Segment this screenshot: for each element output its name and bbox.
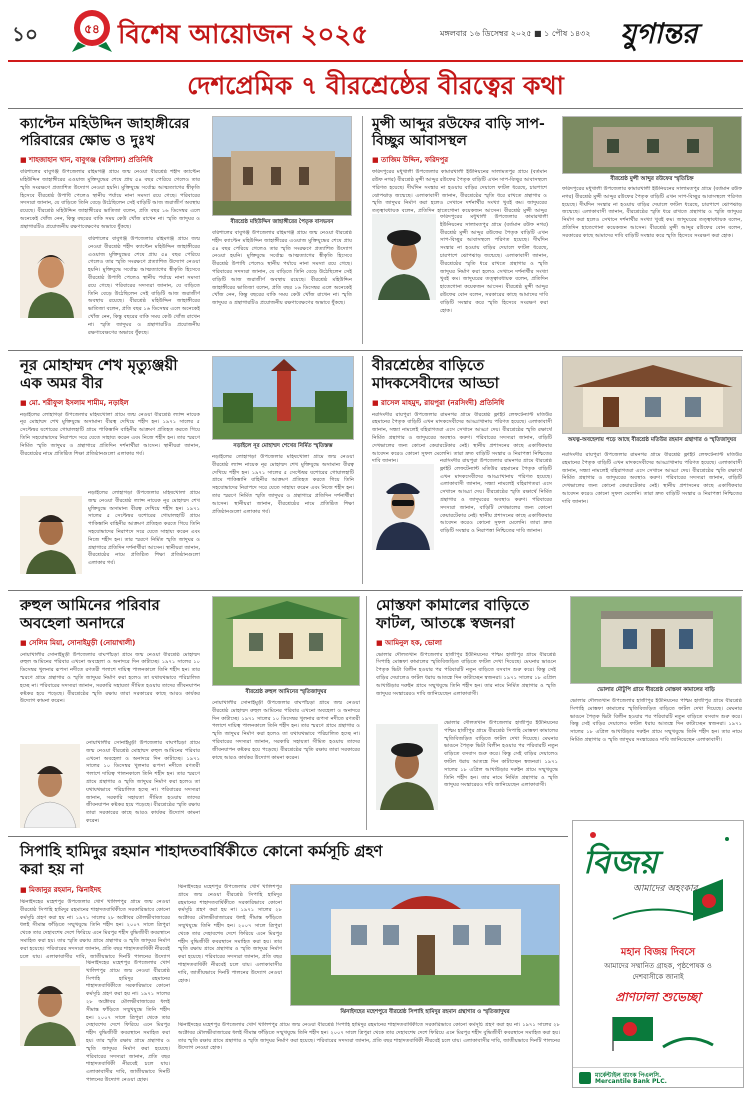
story-body-continued: ফরিদপুরের মধুখালী উপজেলার কামারখালী ইউনিয়নের সালামতপুর গ্রামে (বর্তমান রউফ নগর) বীরশ্রেষ্ঠ মুন্সী আব্দুর রউফের পৈতৃক বাড়িটি এখন সাপ-বিচ্ছুর আবাসস্থলে পরিণত হয়েছে। দীর্ঘদিন সংস্কার না হওয়ায় বাড়ির দেয়ালে ফাটল ধরেছে, চারপাশে ঝোপঝাড় জন্মেছে। এলাকাবাসী জানান, বীরশ্রেষ্ঠের স্মৃতি ধরে রাখতে গ্রন্থাগার ও স্মৃতি জাদুঘর নির্মাণ করা হলেও সেখানে দর্শনার্থীর সংখ্যা খুবই কম। জাদুঘরের তত্ত্বাবধায়ক বলেন, প্রতিদিন হাতেগোনা কয়েকজন আসেন। বীরশ্রেষ্ঠ মুন্সী আব্দুর রউফের বোন বলেন, সরকারের কাছে আমাদের দাবি বাড়িটি সংস্কার করে স্মৃতি হিসেবে সংরক্ষণ করা হোক। [562, 186, 742, 239]
story-body-continued: ভোলার দৌলতখান উপজেলার হাজীপুর ইউনিয়নের পশ্চিম হাজীপুর গ্রামে বীরশ্রেষ্ঠ সিপাহি মোস্তফা কামালের স্মৃতিবিজড়িত বাড়িতে ফাটল দেখা দিয়েছে। মেঘনার ভাঙনে পৈতৃক ভিটা বিলীন হওয়ার পর পরিবারটি নতুন বাড়িতে বসবাস শুরু করে। কিন্তু সেই বাড়ির দেয়ালেও ফাটল ধরায় আতঙ্কে দিন কাটাচ্ছেন স্বজনরা। ১৯৭১ সালের ১৮ এপ্রিল আখাউড়ার দরুইন গ্রামে সম্মুখযুদ্ধে তিনি শহীদ হন। তার নামে নির্মিত গ্রন্থাগার ও স্মৃতি জাদুঘর সংস্কারেরও দাবি জানিয়েছেন এলাকাবাসী। [444, 720, 558, 789]
divider [8, 108, 743, 109]
photo-caption: বীরশ্রেষ্ঠ মহিউদ্দিন জাহাঙ্গীরের পৈতৃক বাসভবন [230, 219, 334, 225]
story-body-continued: নড়াইলের লোহাগড়া উপজেলার মহিষখোলা গ্রামে জন্ম নেওয়া বীরশ্রেষ্ঠ ল্যান্স নায়েক নূর মোহাম্মদ শেখ মুক্তিযুদ্ধে অসামান্য বীরত্ব দেখিয়ে শহীদ হন। ১৯৭১ সালের ৫ সেপ্টেম্বর যশোরের গোয়ালহাটি গ্রামে পাকিস্তানি বাহিনীর আক্রমণ প্রতিহত করতে গিয়ে তিনি সহযোদ্ধাদের নিরাপদে সরে যেতে সাহায্য করেন এবং নিজে শহীদ হন। তার স্মরণে নির্মিত স্মৃতি জাদুঘর ও গ্রন্থাগারে প্রতিদিন দর্শনার্থীরা আসেন। স্থানীয়রা জানান, বীরশ্রেষ্ঠের নামে প্রতিষ্ঠিত শিক্ষা প্রতিষ্ঠানগুলো এলাকার গর্ব। [212, 454, 354, 515]
page-number: ১০ [12, 22, 38, 46]
story-headline: ক্যাপ্টেন মহিউদ্দিন জাহাঙ্গীরের পরিবারের ক্ষোভ ও দুঃখ [20, 116, 190, 150]
story-body-continued: ঝিনাইদহের মহেশপুর উপজেলার খোর্দ খালিশপুর গ্রামে জন্ম নেওয়া বীরশ্রেষ্ঠ সিপাহি হামিদুর রহমানের শাহাদতবার্ষিকীতে সরকারিভাবে কোনো কর্মসূচি গ্রহণ করা হয় না। ১৯৭১ সালের ২৮ অক্টোবর মৌলভীবাজারের ধলই সীমান্ত ফাঁড়িতে সম্মুখযুদ্ধে তিনি শহীদ হন। ২০০৭ সালে ত্রিপুরা থেকে তার দেহাবশেষ দেশে ফিরিয়ে এনে মিরপুর শহীদ বুদ্ধিজীবী কবরস্থানে সমাহিত করা হয়। তার স্মৃতি রক্ষায় গ্রামে গ্রন্থাগার ও স্মৃতি জাদুঘর নির্মাণ করা হয়েছে। পরিবারের সদস্যরা জানান, প্রতি বছর শাহাদতবার্ষিকী নীরবেই চলে যায়। এলাকাবাসীর দাবি, জাতীয়ভাবে দিনটি পালনের উদ্যোগ নেওয়া হোক। [178, 884, 282, 984]
story-headline: সিপাহি হামিদুর রহমান শাহাদতবার্ষিকীতে কোনো কর্মসূচি গ্রহণ করা হয় না [20, 842, 383, 879]
story-nur-col2 [212, 454, 354, 584]
story-body: ফরিদপুরের মধুখালী উপজেলার কামারখালী ইউনিয়নের সালামতপুর গ্রামে (বর্তমান রউফ নগর) বীরশ্রেষ্ঠ মুন্সী আব্দুর রউফের পৈতৃক বাড়িটি এখন সাপ-বিচ্ছুর আবাসস্থলে পরিণত হয়েছে। দীর্ঘদিন সংস্কার না হওয়ায় বাড়ির দেয়ালে ফাটল ধরেছে, চারপাশে ঝোপঝাড় জন্মেছে। এলাকাবাসী জানান, বীরশ্রেষ্ঠের স্মৃতি ধরে রাখতে গ্রন্থাগার ও স্মৃতি জাদুঘর নির্মাণ করা হলেও সেখানে দর্শনার্থীর সংখ্যা খুবই কম। জাদুঘরের তত্ত্বাবধায়ক বলেন, প্রতিদিন হাতেগোনা কয়েকজন আসেন। বীরশ্রেষ্ঠ মুন্সী আব্দুর [372, 169, 547, 214]
story-body-continued: ভোলার দৌলতখান উপজেলার হাজীপুর ইউনিয়নের পশ্চিম হাজীপুর গ্রামে বীরশ্রেষ্ঠ সিপাহি মোস্তফা কামালের স্মৃতিবিজড়িত বাড়িতে ফাটল দেখা দিয়েছে। মেঘনার ভাঙনে পৈতৃক ভিটা বিলীন হওয়ার পর পরিবারটি নতুন বাড়িতে বসবাস শুরু করে। কিন্তু সেই বাড়ির দেয়ালেও ফাটল ধরায় আতঙ্কে দিন কাটাচ্ছেন স্বজনরা। ১৯৭১ সালের ১৮ এপ্রিল আখাউড়ার দরুইন গ্রামে সম্মুখযুদ্ধে তিনি শহীদ হন। তার নামে নির্মিত গ্রন্থাগার ও স্মৃতি জাদুঘর সংস্কারেরও দাবি জানিয়েছেন এলাকাবাসী। [570, 698, 742, 743]
divider [8, 350, 743, 351]
portrait-nur [20, 496, 82, 574]
story-jahangir-col2 [212, 230, 352, 346]
portrait-matiur [372, 464, 434, 550]
story-body-continued: নোয়াখালীর সোনাইমুড়ী উপজেলার বাঘপাঁচড়া গ্রামে জন্ম নেওয়া বীরশ্রেষ্ঠ মোহাম্মদ রুহুল আমিনের পরিবার এখনো অবহেলা ও অনাদরে দিন কাটাচ্ছে। ১৯৭১ সালের ১০ ডিসেম্বর খুলনার রূপসা নদীতে রণতরী পলাশে দায়িত্ব পালনকালে তিনি শহীদ হন। তার স্মরণে গ্রামে গ্রন্থাগার ও স্মৃতি জাদুঘর নির্মাণ করা হলেও তা যথাযথভাবে পরিচালিত হচ্ছে না। পরিবারের সদস্যরা জানান, সরকারি সহায়তা সীমিত হওয়ায় তাদের জীবনযাপন কষ্টকর হয়ে পড়েছে। বীরশ্রেষ্ঠের স্মৃতি রক্ষায় তারা সরকারের কাছে আরও কার্যকর উদ্যোগ কামনা করেন। [212, 700, 360, 761]
story-mostofa [376, 596, 556, 732]
story-body-continued: নোয়াখালীর সোনাইমুড়ী উপজেলার বাঘপাঁচড়া গ্রামে জন্ম নেওয়া বীরশ্রেষ্ঠ মোহাম্মদ রুহুল আমিনের পরিবার এখনো অবহেলা ও অনাদরে দিন কাটাচ্ছে। ১৯৭১ সালের ১০ ডিসেম্বর খুলনার রূপসা নদীতে রণতরী পলাশে দায়িত্ব পালনকালে তিনি শহীদ হন। তার স্মরণে গ্রামে গ্রন্থাগার ও স্মৃতি জাদুঘর নির্মাণ করা হলেও তা যথাযথভাবে পরিচালিত হচ্ছে না। পরিবারের সদস্যরা জানান, সরকারি সহায়তা সীমিত হওয়ায় তাদের জীবনযাপন কষ্টকর হয়ে পড়েছে। বীরশ্রেষ্ঠের স্মৃতি রক্ষায় তারা সরকারের কাছে আরও কার্যকর উদ্যোগ কামনা করেন। [86, 740, 200, 824]
bank-name-en: Mercantile Bank PLC. [595, 1078, 667, 1085]
photo-caption: ঝিনাইদহের মহেশপুরে বীরশ্রেষ্ঠ সিপাহি হামিদুর রহমান গ্রন্থাগার ও স্মৃতিজাদুঘর [340, 1009, 510, 1015]
story-body: নোয়াখালীর সোনাইমুড়ী উপজেলার বাঘপাঁচড়া গ্রামে জন্ম নেওয়া বীরশ্রেষ্ঠ মোহাম্মদ রুহুল আমিনের পরিবার এখনো অবহেলা ও অনাদরে দিন কাটাচ্ছে। ১৯৭১ সালের ১০ ডিসেম্বর খুলনার রূপসা নদীতে রণতরী পলাশে দায়িত্ব পালনকালে তিনি শহীদ হন। তার স্মরণে গ্রামে গ্রন্থাগার ও স্মৃতি জাদুঘর নির্মাণ করা হলেও তা যথাযথভাবে পরিচালিত হচ্ছে না। পরিবারের সদস্যরা জানান, সরকারি সহায়তা সীমিত হওয়ায় তাদের জীবনযাপন কষ্টকর হয়ে পড়েছে। বীরশ্রেষ্ঠের স্মৃতি রক্ষায় তারা সরকারের কাছে আরও কার্যকর উদ্যোগ কামনা করেন। [20, 651, 200, 705]
story-headline: রুহুল আমিনের পরিবার অবহেলা অনাদরে [20, 596, 160, 633]
portrait-jahangir [20, 236, 82, 318]
newspaper-logo: যুগান্তর [620, 17, 698, 50]
story-byline: ■ সেলিম মিয়া, সোনাইমুড়ী (নোয়াখালী) [20, 638, 136, 647]
story-hamidur-col3 [178, 1022, 560, 1086]
photo-caption: বীরশ্রেষ্ঠ মুন্সী আব্দুর রউফের স্মৃতিচিহ্ন [610, 176, 694, 182]
ad-bank-footer [573, 1067, 743, 1087]
ad-message: আমাদের সম্মানিত গ্রাহক, পৃষ্ঠপোষক ও দেশবাসীকে জানাই [604, 962, 712, 981]
flag-graphic [593, 1011, 723, 1061]
story-hamidur-col2 [178, 884, 282, 988]
story-headline: মোস্তফা কামালের বাড়িতে ফাটল, আতঙ্কে স্বজনরা [376, 596, 530, 633]
story-matiur-col2 [562, 452, 742, 584]
story-rouf-col2 [562, 186, 742, 344]
photo-mostofa-house [570, 596, 742, 684]
story-byline: ■ আমিনুল হক, ভোলা [376, 638, 442, 647]
anniversary-logo [70, 6, 114, 54]
ad-occasion: মহান বিজয় দিবসে [620, 947, 696, 958]
portrait-hamidur [20, 966, 80, 1046]
story-hamidur-col1b [86, 960, 170, 1086]
story-ruhul [20, 596, 200, 732]
story-matiur-col [440, 458, 552, 584]
story-byline: ■ শাহজাহান খান, বাবুগঞ্জ (বরিশাল) প্রতিনিধি [20, 156, 153, 165]
story-byline: ■ তাজিম উদ্দিন, ফরিদপুর [372, 156, 449, 165]
photo-ruhul-museum [212, 596, 360, 686]
ad-script-subtitle: আমাদের অহংকার [633, 884, 698, 894]
photo-matiur-library [562, 356, 742, 434]
story-mostofa-col [444, 720, 558, 828]
story-body-continued: নরসিংদীর রায়পুরা উপজেলার রামনগর গ্রামে বীরশ্রেষ্ঠ ফ্লাইট লেফটেন্যান্ট মতিউর রহমানের পৈতৃক বাড়িটি এখন মাদকসেবীদের আড্ডাখানায় পরিণত হয়েছে। এলাকাবাসী জানান, সন্ধ্যা নামলেই বহিরাগতরা এসে সেখানে আড্ডা দেয়। বীরশ্রেষ্ঠের স্মৃতি রক্ষার্থে নির্মিত গ্রন্থাগার ও জাদুঘরের অবস্থাও করুণ। পরিবারের সদস্যরা জানান, বাড়িটি দেখভালের জন্য কোনো কেয়ারটেকার নেই। স্থানীয় প্রশাসনের কাছে একাধিকবার আবেদন করেও কোনো সুফল মেলেনি। তারা দ্রুত বাড়িটি সংস্কার ও নিরাপত্তা নিশ্চিতের দাবি জানান। [562, 452, 742, 505]
bank-name-bn: মার্কেন্টাইল ব্যাংক পিএলসি. [595, 1072, 662, 1079]
divider [8, 590, 743, 591]
story-nur [20, 356, 200, 476]
story-rouf [372, 116, 547, 213]
photo-caption: ভোলার মৌটুপি গ্রামে বীরশ্রেষ্ঠ মোস্তফা কামালের বাড়ি [597, 687, 715, 693]
masthead [0, 0, 751, 62]
story-body: ঝিনাইদহের মহেশপুর উপজেলার খোর্দ খালিশপুর গ্রামে জন্ম নেওয়া বীরশ্রেষ্ঠ সিপাহি হামিদুর রহমানের শাহাদতবার্ষিকীতে সরকারিভাবে কোনো কর্মসূচি গ্রহণ করা হয় না। ১৯৭১ সালের ২৮ অক্টোবর মৌলভীবাজারের ধলই সীমান্ত ফাঁড়িতে সম্মুখযুদ্ধে তিনি শহীদ হন। ২০০৭ সালে ত্রিপুরা থেকে তার দেহাবশেষ দেশে ফিরিয়ে এনে মিরপুর শহীদ বুদ্ধিজীবী কবরস্থানে সমাহিত করা হয়। তার স্মৃতি রক্ষায় গ্রামে গ্রন্থাগার ও স্মৃতি জাদুঘর নির্মাণ করা হয়েছে। পরিবারের সদস্যরা জানান, প্রতি বছর শাহাদতবার্ষিকী নীরবেই চলে যায়। এলাকাবাসীর দাবি, জাতীয়ভাবে দিনটি পালনের উদ্যোগ [20, 899, 170, 960]
story-headline: বীরশ্রেষ্ঠের বাড়িতে মাদকসেবীদের আড্ডা [372, 356, 499, 393]
photo-jahangir-house [212, 116, 352, 216]
advertisement[interactable] [572, 820, 744, 1088]
story-byline: ■ রাসেল মাহমুদ, রায়পুরা (নরসিংদী) প্রতিনিধি [372, 398, 505, 407]
story-jahangir [20, 116, 200, 239]
column-rule [362, 356, 363, 584]
logo-number: ৫৪ [84, 22, 100, 36]
story-body-continued: ঝিনাইদহের মহেশপুর উপজেলার খোর্দ খালিশপুর গ্রামে জন্ম নেওয়া বীরশ্রেষ্ঠ সিপাহি হামিদুর রহমানের শাহাদতবার্ষিকীতে সরকারিভাবে কোনো কর্মসূচি গ্রহণ করা হয় না। ১৯৭১ সালের ২৮ অক্টোবর মৌলভীবাজারের ধলই সীমান্ত ফাঁড়িতে সম্মুখযুদ্ধে তিনি শহীদ হন। ২০০৭ সালে ত্রিপুরা থেকে তার দেহাবশেষ দেশে ফিরিয়ে এনে মিরপুর শহীদ বুদ্ধিজীবী কবরস্থানে সমাহিত করা হয়। তার স্মৃতি রক্ষায় গ্রামে গ্রন্থাগার ও স্মৃতি জাদুঘর নির্মাণ করা হয়েছে। পরিবারের সদস্যরা জানান, প্রতি বছর শাহাদতবার্ষিকী নীরবেই চলে যায়। এলাকাবাসীর দাবি, জাতীয়ভাবে দিনটি পালনের উদ্যোগ নেওয়া হোক। [178, 1022, 560, 1052]
story-jahangir-col [88, 236, 200, 346]
section-title: বিশেষ আয়োজন ২০২৫ [118, 20, 369, 50]
story-byline: ■ মো. শরীফুল ইসলাম শামীম, নড়াইল [20, 398, 129, 407]
story-body: নড়াইলের লোহাগড়া উপজেলার মহিষখোলা গ্রামে জন্ম নেওয়া বীরশ্রেষ্ঠ ল্যান্স নায়েক নূর মোহাম্মদ শেখ মুক্তিযুদ্ধে অসামান্য বীরত্ব দেখিয়ে শহীদ হন। ১৯৭১ সালের ৫ সেপ্টেম্বর যশোরের গোয়ালহাটি গ্রামে পাকিস্তানি বাহিনীর আক্রমণ প্রতিহত করতে গিয়ে তিনি সহযোদ্ধাদের নিরাপদে সরে যেতে সাহায্য করেন এবং নিজে শহীদ হন। তার স্মরণে নির্মিত স্মৃতি জাদুঘর ও গ্রন্থাগারে প্রতিদিন দর্শনার্থীরা আসেন। স্থানীয়রা জানান, বীরশ্রেষ্ঠের নামে প্রতিষ্ঠিত শিক্ষা প্রতিষ্ঠানগুলো এলাকার গর্ব। [20, 411, 200, 457]
column-rule [362, 116, 363, 344]
story-hamidur [20, 842, 400, 879]
photo-rouf-building [562, 116, 742, 174]
story-headline: মুন্সী আব্দুর রউফের বাড়ি সাপ-বিচ্ছুর আবাসস্থল [372, 116, 545, 150]
story-body: নরসিংদীর রায়পুরা উপজেলার রামনগর গ্রামে বীরশ্রেষ্ঠ ফ্লাইট লেফটেন্যান্ট মতিউর রহমানের পৈতৃক বাড়িটি এখন মাদকসেবীদের আড্ডাখানায় পরিণত হয়েছে। এলাকাবাসী জানান, সন্ধ্যা নামলেই বহিরাগতরা এসে সেখানে আড্ডা দেয়। বীরশ্রেষ্ঠের স্মৃতি রক্ষার্থে নির্মিত গ্রন্থাগার ও জাদুঘরের অবস্থাও করুণ। পরিবারের সদস্যরা জানান, বাড়িটি দেখভালের জন্য কোনো কেয়ারটেকার নেই। স্থানীয় প্রশাসনের কাছে একাধিকবার আবেদন করেও কোনো সুফল মেলেনি। তারা দ্রুত বাড়িটি সংস্কার ও নিরাপত্তা নিশ্চিতের দাবি জানান। [372, 411, 552, 465]
ad-script-title: বিজয় [583, 843, 658, 881]
photo-caption: নড়াইলে নূর মোহাম্মদ শেখের নির্মিত স্মৃতিস্তম্ভ [233, 443, 333, 449]
portrait-rouf [372, 214, 436, 300]
photo-caption: অযত্ন-অবহেলায় পড়ে আছে বীরশ্রেষ্ঠ মতিউর রহমান গ্রন্থাগার ও স্মৃতিজাদুঘর [567, 437, 737, 443]
issue-date: মঙ্গলবার ১৬ ডিসেম্বর ২০২৫ ■ ১ পৌষ ১৪৩২ [440, 29, 591, 38]
story-ruhul-col [86, 740, 200, 830]
story-body: ভোলার দৌলতখান উপজেলার হাজীপুর ইউনিয়নের পশ্চিম হাজীপুর গ্রামে বীরশ্রেষ্ঠ সিপাহি মোস্তফা কামালের স্মৃতিবিজড়িত বাড়িতে ফাটল দেখা দিয়েছে। মেঘনার ভাঙনে পৈতৃক ভিটা বিলীন হওয়ার পর পরিবারটি নতুন বাড়িতে বসবাস শুরু করে। কিন্তু সেই বাড়ির দেয়ালেও ফাটল ধরায় আতঙ্কে দিন কাটাচ্ছেন স্বজনরা। ১৯৭১ সালের ১৮ এপ্রিল আখাউড়ার দরুইন গ্রামে সম্মুখযুদ্ধে তিনি শহীদ হন। তার নামে নির্মিত গ্রন্থাগার ও স্মৃতি জাদুঘর সংস্কারেরও দাবি জানিয়েছেন এলাকাবাসী। [376, 651, 556, 697]
photo-hamidur-library [290, 884, 560, 1006]
story-mostofa-col2 [570, 698, 742, 810]
story-body-continued: বরিশালের বাবুগঞ্জ উপজেলার রহিমগঞ্জ গ্রামে জন্ম নেওয়া বীরশ্রেষ্ঠ শহীদ ক্যাপ্টেন মহিউদ্দিন জাহাঙ্গীরের এওয়াজ মুক্তিযুদ্ধের শেষে প্রায় ৫৪ বছর পেরিয়ে গেলেও তার স্মৃতি সংরক্ষণে প্রত্যাশিত উদ্যোগ নেওয়া হয়নি। মুক্তিযুদ্ধে সর্বোচ্চ আত্মত্যাগের স্বীকৃতি হিসেবে বীরশ্রেষ্ঠ উপাধি পেলেও স্থানীয় পর্যায়ে নানা সমস্যা রয়ে গেছে। পরিবারের সদস্যরা জানান, যে বাড়িতে তিনি বেড়ে উঠেছিলেন সেই বাড়িটি আজ জরাজীর্ণ অবস্থায় রয়েছে। বীরশ্রেষ্ঠ মহিউদ্দিন জাহাঙ্গীরের ভাতিজা বলেন, প্রতি বছর ১৬ ডিসেম্বর এলে অনেকেই খোঁজ নেন, কিন্তু বছরের বাকি সময় কেউ খোঁজ রাখেন না। স্মৃতি জাদুঘর ও গ্রন্থাগারটিও প্রয়োজনীয় রক্ষণাবেক্ষণের অভাবে ধুঁকছে। [88, 236, 200, 336]
story-rouf-col [440, 214, 548, 344]
story-hamidur-col1 [20, 884, 170, 961]
column-rule [366, 596, 367, 830]
main-headline: দেশপ্রেমিক ৭ বীরশ্রেষ্ঠের বীরত্বের কথা [187, 71, 564, 100]
bank-logo-icon [579, 1072, 591, 1084]
story-body-continued: নড়াইলের লোহাগড়া উপজেলার মহিষখোলা গ্রামে জন্ম নেওয়া বীরশ্রেষ্ঠ ল্যান্স নায়েক নূর মোহাম্মদ শেখ মুক্তিযুদ্ধে অসামান্য বীরত্ব দেখিয়ে শহীদ হন। ১৯৭১ সালের ৫ সেপ্টেম্বর যশোরের গোয়ালহাটি গ্রামে পাকিস্তানি বাহিনীর আক্রমণ প্রতিহত করতে গিয়ে তিনি সহযোদ্ধাদের নিরাপদে সরে যেতে সাহায্য করেন এবং নিজে শহীদ হন। তার স্মরণে নির্মিত স্মৃতি জাদুঘর ও গ্রন্থাগারে প্রতিদিন দর্শনার্থীরা আসেন। স্থানীয়রা জানান, বীরশ্রেষ্ঠের নামে প্রতিষ্ঠিত শিক্ষা প্রতিষ্ঠানগুলো এলাকার গর্ব। [88, 490, 200, 567]
story-body-continued: নরসিংদীর রায়পুরা উপজেলার রামনগর গ্রামে বীরশ্রেষ্ঠ ফ্লাইট লেফটেন্যান্ট মতিউর রহমানের পৈতৃক বাড়িটি এখন মাদকসেবীদের আড্ডাখানায় পরিণত হয়েছে। এলাকাবাসী জানান, সন্ধ্যা নামলেই বহিরাগতরা এসে সেখানে আড্ডা দেয়। বীরশ্রেষ্ঠের স্মৃতি রক্ষার্থে নির্মিত গ্রন্থাগার ও জাদুঘরের অবস্থাও করুণ। পরিবারের সদস্যরা জানান, বাড়িটি দেখভালের জন্য কোনো কেয়ারটেকার নেই। স্থানীয় প্রশাসনের কাছে একাধিকবার আবেদন করেও কোনো সুফল মেলেনি। তারা দ্রুত বাড়িটি সংস্কার ও নিরাপত্তা নিশ্চিতের দাবি জানান। [440, 458, 552, 535]
divider [8, 836, 568, 837]
story-body-continued: ফরিদপুরের মধুখালী উপজেলার কামারখালী ইউনিয়নের সালামতপুর গ্রামে (বর্তমান রউফ নগর) বীরশ্রেষ্ঠ মুন্সী আব্দুর রউফের পৈতৃক বাড়িটি এখন সাপ-বিচ্ছুর আবাসস্থলে পরিণত হয়েছে। দীর্ঘদিন সংস্কার না হওয়ায় বাড়ির দেয়ালে ফাটল ধরেছে, চারপাশে ঝোপঝাড় জন্মেছে। এলাকাবাসী জানান, বীরশ্রেষ্ঠের স্মৃতি ধরে রাখতে গ্রন্থাগার ও স্মৃতি জাদুঘর নির্মাণ করা হলেও সেখানে দর্শনার্থীর সংখ্যা খুবই কম। জাদুঘরের তত্ত্বাবধায়ক বলেন, প্রতিদিন হাতেগোনা কয়েকজন আসেন। বীরশ্রেষ্ঠ মুন্সী আব্দুর রউফের বোন বলেন, সরকারের কাছে আমাদের দাবি বাড়িটি সংস্কার করে স্মৃতি হিসেবে সংরক্ষণ করা হোক। [440, 214, 548, 314]
story-nur-col [88, 490, 200, 584]
story-headline: নূর মোহাম্মদ শেখ মৃত্যুঞ্জয়ী এক অমর বীর [20, 356, 178, 393]
photo-nur-monument [212, 356, 354, 440]
story-body-continued: ঝিনাইদহের মহেশপুর উপজেলার খোর্দ খালিশপুর গ্রামে জন্ম নেওয়া বীরশ্রেষ্ঠ সিপাহি হামিদুর রহমানের শাহাদতবার্ষিকীতে সরকারিভাবে কোনো কর্মসূচি গ্রহণ করা হয় না। ১৯৭১ সালের ২৮ অক্টোবর মৌলভীবাজারের ধলই সীমান্ত ফাঁড়িতে সম্মুখযুদ্ধে তিনি শহীদ হন। ২০০৭ সালে ত্রিপুরা থেকে তার দেহাবশেষ দেশে ফিরিয়ে এনে মিরপুর শহীদ বুদ্ধিজীবী কবরস্থানে সমাহিত করা হয়। তার স্মৃতি রক্ষায় গ্রামে গ্রন্থাগার ও স্মৃতি জাদুঘর নির্মাণ করা হয়েছে। পরিবারের সদস্যরা জানান, প্রতি বছর শাহাদতবার্ষিকী নীরবেই চলে যায়। এলাকাবাসীর দাবি, জাতীয়ভাবে দিনটি পালনের উদ্যোগ নেওয়া হোক। [86, 960, 170, 1083]
story-byline: ■ মিজানুর রহমান, ঝিনাইদহ [20, 886, 101, 894]
portrait-ruhul [20, 744, 80, 828]
ad-greeting: প্রাণঢালা শুভেচ্ছা [615, 990, 701, 1004]
story-ruhul-col2 [212, 700, 360, 830]
masthead-rule [8, 60, 743, 62]
story-body-continued: বরিশালের বাবুগঞ্জ উপজেলার রহিমগঞ্জ গ্রামে জন্ম নেওয়া বীরশ্রেষ্ঠ শহীদ ক্যাপ্টেন মহিউদ্দিন জাহাঙ্গীরের এওয়াজ মুক্তিযুদ্ধের শেষে প্রায় ৫৪ বছর পেরিয়ে গেলেও তার স্মৃতি সংরক্ষণে প্রত্যাশিত উদ্যোগ নেওয়া হয়নি। মুক্তিযুদ্ধে সর্বোচ্চ আত্মত্যাগের স্বীকৃতি হিসেবে বীরশ্রেষ্ঠ উপাধি পেলেও স্থানীয় পর্যায়ে নানা সমস্যা রয়ে গেছে। পরিবারের সদস্যরা জানান, যে বাড়িতে তিনি বেড়ে উঠেছিলেন সেই বাড়িটি আজ জরাজীর্ণ অবস্থায় রয়েছে। বীরশ্রেষ্ঠ মহিউদ্দিন জাহাঙ্গীরের ভাতিজা বলেন, প্রতি বছর ১৬ ডিসেম্বর এলে অনেকেই খোঁজ নেন, কিন্তু বছরের বাকি সময় কেউ খোঁজ রাখেন না। স্মৃতি জাদুঘর ও গ্রন্থাগারটিও প্রয়োজনীয় রক্ষণাবেক্ষণের অভাবে ধুঁকছে। [212, 230, 352, 307]
portrait-mostofa [376, 724, 438, 810]
story-body: বরিশালের বাবুগঞ্জ উপজেলার রহিমগঞ্জ গ্রামে জন্ম নেওয়া বীরশ্রেষ্ঠ শহীদ ক্যাপ্টেন মহিউদ্দিন জাহাঙ্গীরের এওয়াজ মুক্তিযুদ্ধের শেষে প্রায় ৫৪ বছর পেরিয়ে গেলেও তার স্মৃতি সংরক্ষণে প্রত্যাশিত উদ্যোগ নেওয়া হয়নি। মুক্তিযুদ্ধে সর্বোচ্চ আত্মত্যাগের স্বীকৃতি হিসেবে বীরশ্রেষ্ঠ উপাধি পেলেও স্থানীয় পর্যায়ে নানা সমস্যা রয়ে গেছে। পরিবারের সদস্যরা জানান, যে বাড়িতে তিনি বেড়ে উঠেছিলেন সেই বাড়িটি আজ জরাজীর্ণ অবস্থায় রয়েছে। বীরশ্রেষ্ঠ মহিউদ্দিন জাহাঙ্গীরের ভাতিজা বলেন, প্রতি বছর ১৬ ডিসেম্বর এলে অনেকেই খোঁজ নেন, কিন্তু বছরের বাকি সময় কেউ খোঁজ রাখেন না। স্মৃতি জাদুঘর ও গ্রন্থাগারটিও প্রয়োজনীয় রক্ষণাবেক্ষণের অভাবে ধুঁকছে। [20, 169, 200, 230]
photo-caption: বীরশ্রেষ্ঠ রুহুল আমিনের স্মৃতিজাদুঘর [245, 689, 327, 695]
